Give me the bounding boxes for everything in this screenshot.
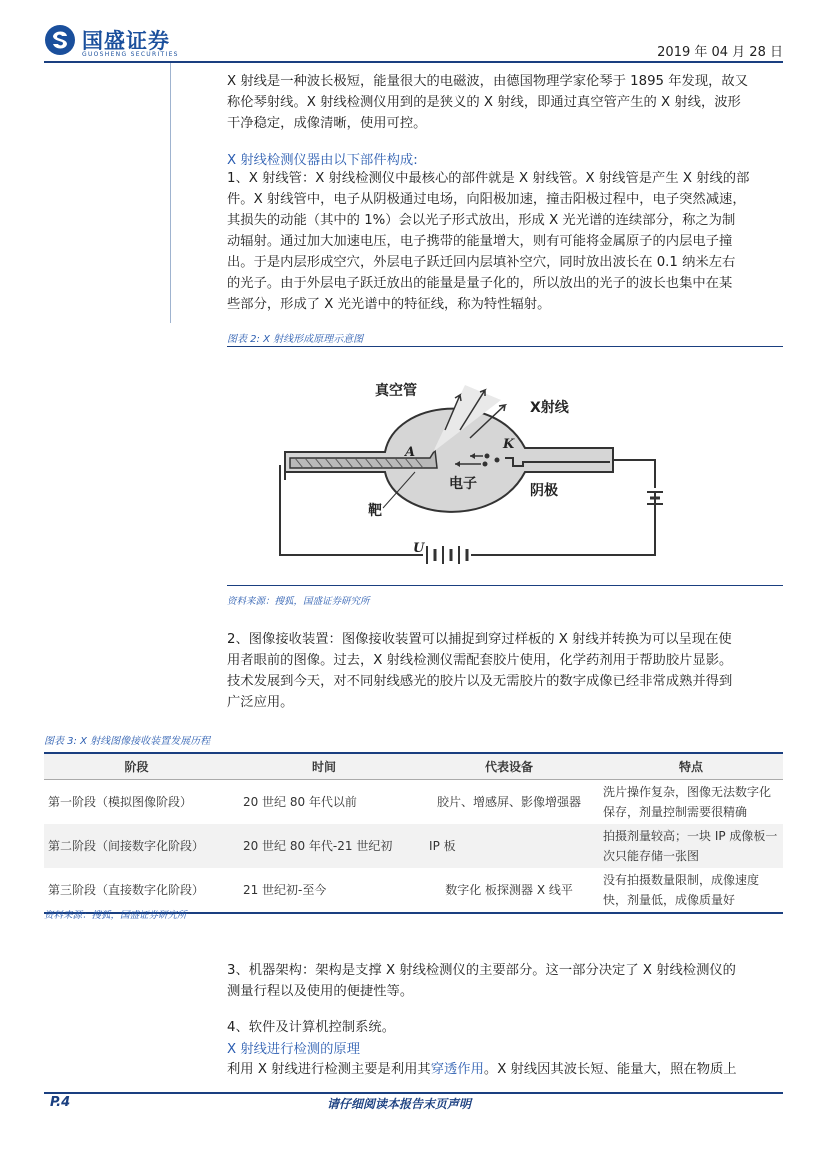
table-cell: 21 世纪初-至今	[229, 868, 419, 913]
figure-bottom-rule	[227, 585, 783, 586]
margin-rule	[170, 63, 171, 323]
label-u: U	[413, 541, 425, 556]
brand-subtitle: GUOSHENG SECURITIES	[82, 51, 179, 58]
battery-u-icon	[423, 545, 471, 565]
principle-text: 。X 射线因其波长短、能量大，照在物质上	[483, 1062, 737, 1077]
intro-paragraph	[227, 71, 783, 134]
section-line: 件。X 射线管中，电子从阴极通过电场，向阳极加速，撞击阳极过程中，电子突然减速，	[227, 192, 746, 207]
table-row	[44, 780, 783, 825]
intro-line: 称伦琴射线。X 射线检测仪用到的是狭义的 X 射线，即通过真空管产生的 X 射线，波形	[227, 95, 741, 110]
table-cell: IP 板	[419, 824, 599, 868]
brand-logo-icon	[44, 24, 76, 56]
section-line: 用者眼前的图像。过去，X 射线检测仪需配套胶片使用，化学药剂用于帮助胶片显影。	[227, 653, 733, 668]
table-cell: 第一阶段（模拟图像阶段）	[48, 795, 193, 809]
principle-text: 利用 X 射线进行检测主要是利用其	[227, 1062, 431, 1077]
brand-name: 国盛证券	[82, 29, 170, 53]
report-date: 2019 年 04 月 28 日	[657, 45, 783, 60]
table-header-cell: 代表设备	[419, 753, 599, 780]
section-line: 3、机器架构：架构是支撑 X 射线检测仪的主要部分。这一部分决定了 X 射线检测仪的	[227, 963, 736, 978]
table-cell: 洗片操作复杂，图像无法数字化保存，剂量控制需要很精确	[603, 785, 772, 819]
label-target: 靶	[368, 503, 382, 519]
principle-line	[227, 1059, 783, 1080]
section-line: 广泛应用。	[227, 695, 294, 710]
page-number: P.4	[50, 1095, 71, 1110]
section-line: 技术发展到今天，对不同射线感光的胶片以及无需胶片的数字成像已经非常成熟并得到	[227, 674, 733, 689]
table-cell: 没有拍摄数量限制，成像速度快，剂量低，成像质量好	[599, 868, 783, 913]
section-image-receiver	[227, 629, 783, 713]
table-cell: 拍摄剂量较高；一块 IP 成像板一次只能存储一张图	[599, 824, 783, 868]
label-vacuum-tube: 真空管	[375, 383, 417, 399]
intro-line: X 射线是一种波长极短，能量很大的电磁波，由德国物理学家伦琴于 1895 年发现，故又	[227, 74, 749, 89]
table-cell: 第二阶段（间接数字化阶段）	[44, 824, 229, 868]
section-software	[227, 1017, 783, 1038]
table-caption: 图表 3: X 射线图像接收装置发展历程	[44, 736, 211, 747]
table-cell: 20 世纪 80 年代-21 世纪初	[229, 824, 419, 868]
section-line: 的光子。由于外层电子跃迁放出的能量是量子化的，所以放出的光子的波长也集中在某	[227, 276, 733, 291]
header-rule	[44, 61, 783, 63]
table-source: 资料来源：搜狐，国盛证券研究所	[44, 910, 187, 921]
section-line: 些部分，形成了 X 光光谱中的特征线，称为特性辐射。	[227, 297, 551, 312]
section-line: 4、软件及计算机控制系统。	[227, 1020, 396, 1035]
table-header-cell: 阶段	[44, 753, 229, 780]
table-header-cell: 时间	[229, 753, 419, 780]
figure-top-rule	[227, 346, 783, 347]
section-line: 动辐射。通过加大加速电压，电子携带的能量增大，则有可能将金属原子的内层电子撞	[227, 234, 733, 249]
table-cell: 胶片、增感屏、影像增强器	[437, 795, 582, 809]
components-heading: X 射线检测仪器由以下部件构成:	[227, 153, 418, 168]
label-a: A	[405, 445, 416, 460]
footer-rule	[44, 1092, 783, 1094]
figure-caption: 图表 2: X 射线形成原理示意图	[227, 334, 364, 345]
table-cell: 数字化 板探测器 X 线平	[419, 868, 599, 913]
label-k: K	[503, 437, 515, 452]
section-xray-tube	[227, 168, 783, 315]
xray-diagram	[265, 360, 675, 575]
table-header-cell: 特点	[599, 753, 783, 780]
table-cell: 20 世纪 80 年代以前	[242, 795, 357, 809]
section-line: 其损失的动能（其中的 1%）会以光子形式放出，形成 X 光光谱的连续部分，称之为制	[227, 213, 736, 228]
section-line: 出。于是内层形成空穴，外层电子跃迁回内层填补空穴，同时放出波长在 0.1 纳米左右	[227, 255, 736, 270]
label-xray: X射线	[530, 400, 569, 416]
section-line: 测量行程以及使用的便捷性等。	[227, 984, 414, 999]
table-row	[44, 824, 783, 868]
section-frame	[227, 960, 783, 1002]
figure-source: 资料来源：搜狐，国盛证券研究所	[227, 596, 370, 607]
receiver-history-table	[44, 752, 783, 914]
table-cell: 第三阶段（直接数字化阶段）	[44, 868, 229, 913]
label-cathode: 阴极	[530, 483, 558, 499]
principle-heading: X 射线进行检测的原理	[227, 1042, 361, 1057]
footer-disclaimer: 请仔细阅读本报告末页声明	[327, 1097, 472, 1111]
intro-line: 干净稳定，成像清晰，使用可控。	[227, 116, 427, 131]
penetration-link[interactable]: 穿透作用	[430, 1062, 484, 1077]
table-header-row	[44, 753, 783, 780]
principle-paragraph	[227, 1059, 783, 1080]
label-electron: 电子	[449, 476, 477, 492]
section-line: 2、图像接收装置：图像接收装置可以捕捉到穿过样板的 X 射线并转换为可以呈现在使	[227, 632, 732, 647]
section-line: 1、X 射线管：X 射线检测仪中最核心的部件就是 X 射线管。X 射线管是产生 X 射线的部	[227, 171, 750, 186]
